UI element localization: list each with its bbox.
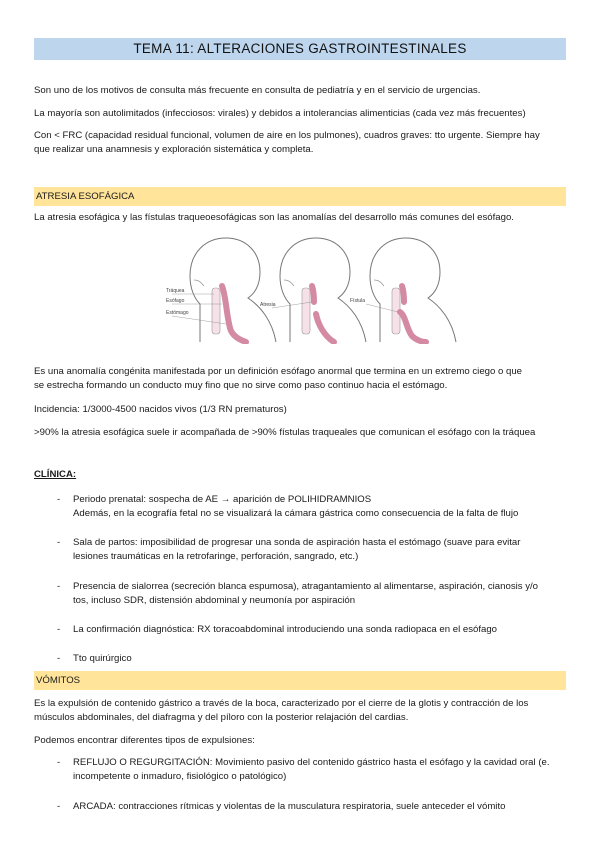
list-item-line-2: tos, incluso SDR, distensión abdominal y neumonía por aspiración bbox=[73, 595, 356, 606]
infant-figure-normal bbox=[166, 238, 276, 342]
list-item-line-1: Tto quirúrgico bbox=[73, 653, 132, 664]
section-header-vomitos: VÓMITOS bbox=[34, 671, 566, 690]
label-atresia: Atresia bbox=[260, 302, 276, 308]
label-esofago: Esófago bbox=[166, 298, 185, 304]
atresia-incidence: Incidencia: 1/3000-4500 nacidos vivos (1/3 RN prematuros) bbox=[34, 404, 287, 415]
intro-paragraph-3-line-2: que realizar una anamnesis y exploración sistemática y completa. bbox=[34, 144, 314, 155]
list-dash: - bbox=[57, 801, 61, 812]
infant-figure-atresia bbox=[260, 238, 366, 342]
list-item-line-2: incompetente o inmaduro, fisiológico o patológico) bbox=[73, 771, 287, 782]
intro-paragraph-2: La mayoría son autolimitados (infecciosos: virales) y debidos a intolerancias alimenticias (cada vez más frecuentes) bbox=[34, 108, 526, 119]
label-estomago: Estómago bbox=[166, 310, 189, 316]
infant-figure-fistula bbox=[350, 238, 456, 342]
list-dash: - bbox=[57, 624, 61, 635]
list-item-line-1: Sala de partos: imposibilidad de progresar una sonda de aspiración hasta el estómago (suave para evitar bbox=[73, 537, 521, 548]
list-dash: - bbox=[57, 494, 61, 505]
list-item-line-2: Además, en la ecografía fetal no se visualizará la cámara gástrica como consecuencia de la falta de flujo bbox=[73, 508, 519, 519]
intro-paragraph-1: Son uno de los motivos de consulta más frecuente en consulta de pediatría y en el servicio de urgencias. bbox=[34, 85, 481, 96]
list-dash: - bbox=[57, 653, 61, 664]
list-dash: - bbox=[57, 757, 61, 768]
atresia-paragraph-1: La atresia esofágica y las fístulas traqueoesofágicas son las anomalías del desarrollo más comunes del esófago. bbox=[34, 212, 514, 223]
intro-paragraph-3-line-1: Con < FRC (capacidad residual funcional, volumen de aire en los pulmones), cuadros graves: tto urgente. Siempre hay bbox=[34, 130, 540, 141]
page-title: TEMA 11: ALTERACIONES GASTROINTESTINALES bbox=[34, 38, 566, 60]
label-traquea: Tráquea bbox=[166, 288, 185, 294]
list-item-line-1: Presencia de sialorrea (secreción blanca espumosa), atragantamiento al alimentarse, aspiración, cianosis y/o bbox=[73, 581, 539, 592]
clinica-heading: CLÍNICA: bbox=[34, 469, 77, 480]
list-item-line-1: Periodo prenatal: sospecha de AE → aparición de POLIHIDRAMNIOS bbox=[73, 494, 372, 505]
vomitos-paragraph-1-line-2: músculos abdominales, del diafragma y del píloro con la posterior relajación del cardias. bbox=[34, 712, 409, 723]
list-item-line-2: lesiones traumáticas en la retrofaringe, perforación, sangrado, etc.) bbox=[73, 551, 359, 562]
list-dash: - bbox=[57, 581, 61, 592]
vomitos-paragraph-1-line-1: Es la expulsión de contenido gástrico a través de la boca, caracterizado por el cierre de la glotis y contracción de los bbox=[34, 698, 529, 709]
list-item-line-1: ARCADA: contracciones rítmicas y violentas de la musculatura respiratoria, suele anteceder el vómito bbox=[73, 801, 506, 812]
list-dash: - bbox=[57, 537, 61, 548]
list-item-line-1: REFLUJO O REGURGITACIÓN: Movimiento pasivo del contenido gástrico hasta el esófago y la cavidad oral (e. bbox=[73, 757, 550, 768]
section-header-atresia: ATRESIA ESOFÁGICA bbox=[34, 187, 566, 206]
atresia-paragraph-3: >90% la atresia esofágica suele ir acompañada de >90% fístulas traqueales que comunican el esófago con la tráquea bbox=[34, 427, 536, 438]
label-fistula: Fístula bbox=[350, 298, 366, 304]
atresia-paragraph-2-line-2: se estrecha formando un conducto muy fino que no sirve como paso continuo hacia el estómago. bbox=[34, 380, 448, 391]
atresia-illustration bbox=[160, 232, 460, 344]
atresia-paragraph-2-line-1: Es una anomalía congénita manifestada por un definición esófago anormal que termina en un extremo ciego o que bbox=[34, 366, 522, 377]
list-item-line-1: La confirmación diagnóstica: RX toracoabdominal introduciendo una sonda radiopaca en el esófago bbox=[73, 624, 498, 635]
vomitos-paragraph-2: Podemos encontrar diferentes tipos de expulsiones: bbox=[34, 735, 255, 746]
